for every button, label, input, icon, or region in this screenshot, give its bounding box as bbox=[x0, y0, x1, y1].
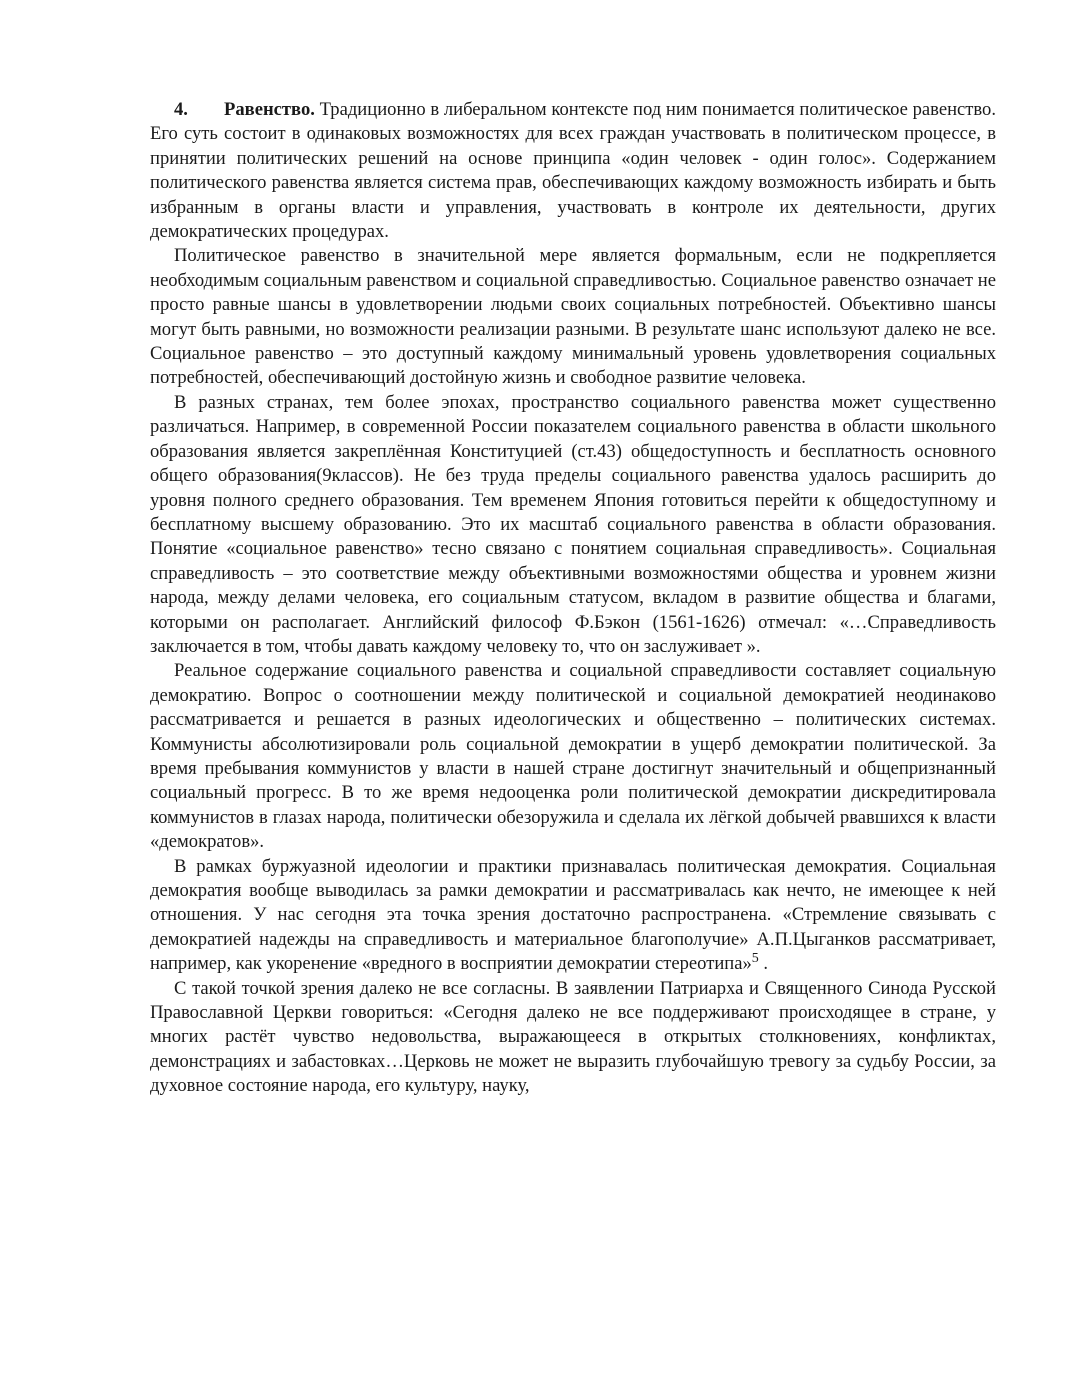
paragraph-bourgeois-text: В рамках буржуазной идеологии и практики признавалась политическая демократия. Социальная демократия вообще выводилась за рамки демократии и рассматривалась как нечто, не имеющее к ней отношения. У нас сегодня эта точка зрения достаточно распространена. «Стремление связывать с демократией надежды на справедливость и материальное благополучие» А.П.Цыганков рассматривает, например, как укоренение «вредного в восприятии демократии стереотипа» bbox=[150, 855, 996, 975]
section-number: 4. bbox=[174, 99, 188, 120]
paragraph-social-democracy: Реальное содержание социального равенства и социальной справедливости составляет социальную демократию. Вопрос о соотношении между политической и социальной демократией неодинаково рассматривается и решается в разных идеологических и общественно – политических системах. Коммунисты абсолютизировали роль социальной демократии в ущерб демократии политической. За время пребывания коммунистов у власти в нашей стране достигнут значительный и общепризнанный социальный прогресс. В то же время недооценка роли политической демократии дискредитировала коммунистов в глазах народа, политически обезоружила и сделала их лёгкой добычей рвавшихся к власти «демократов». bbox=[150, 660, 996, 853]
paragraph-social-equality-countries: В разных странах, тем более эпохах, пространство социального равенства может существенно различаться. Например, в современной России показателем социального равенства в области школьного образования является закреплённая Конституцией (ст.43) общедоступность и бесплатность основного общего образования(9классов). Не без труда пределы социального равенства удалось расширить до уровня полного среднего образования. Тем временем Япония готовиться перейти к общедоступному и бесплатному высшему образованию. Это их масштаб социального равенства в области образования. Понятие «социальное равенство» тесно связано с понятием социальная справедливость». Социальная справедливость – это соответствие между объективными возможностями общества и уровнем жизни народа, между делами человека, его социальным статусом, вкладом в развитие общества и благами, которыми он располагает. Английский философ Ф.Бэкон (1561-1626) отмечал: «…Справедливость заключается в том, чтобы давать каждому человеку то, что он заслуживает ». bbox=[150, 391, 996, 657]
footnote-tail: . bbox=[758, 953, 769, 975]
paragraph-political-equality: Политическое равенство в значительной мере является формальным, если не подкрепляется необходимым социальным равенством и социальной справедливостью. Социальное равенство означает не просто равные шансы в удовлетворении людьми своих социальных потребностей. Объективно шансы могут быть равными, но возможности реализации разными. В результате шанс используют далеко не все. Социальное равенство – это доступный каждому минимальный уровень удовлетворения социальных потребностей, обеспечивающий достойную жизнь и свободное развитие человека. bbox=[150, 245, 996, 389]
paragraph-bourgeois-ideology bbox=[150, 855, 996, 977]
section-heading: Равенство. bbox=[224, 99, 315, 120]
section-intro-text: Традиционно в либеральном контексте под ним понимается политическое равенство. Его суть состоит в одинаковых возможностях для всех граждан участвовать в политическом процессе, в принятии политических решений на основе принципа «один человек - один голос». Содержанием политического равенства является система прав, обеспечивающих каждому возможность избирать и быть избранным в органы власти и управления, участвовать в контроле их деятельности, других демократических процедурах. bbox=[150, 99, 997, 243]
section-intro-paragraph bbox=[150, 98, 996, 244]
paragraph-patriarch-statement: С такой точкой зрения далеко не все согласны. В заявлении Патриарха и Священного Синода Русской Православной Церкви говориться: «Сегодня далеко не все поддерживают происходящее в стране, у многих растёт чувство недовольства, выражающееся в открытых столкновениях, конфликтах, демонстрациях и забастовках…Церковь не может не выразить глубочайшую тревогу за судьбу России, за духовное состояние народа, его культуру, науку, bbox=[150, 977, 996, 1097]
footnote-reference[interactable]: 5 bbox=[751, 951, 759, 967]
